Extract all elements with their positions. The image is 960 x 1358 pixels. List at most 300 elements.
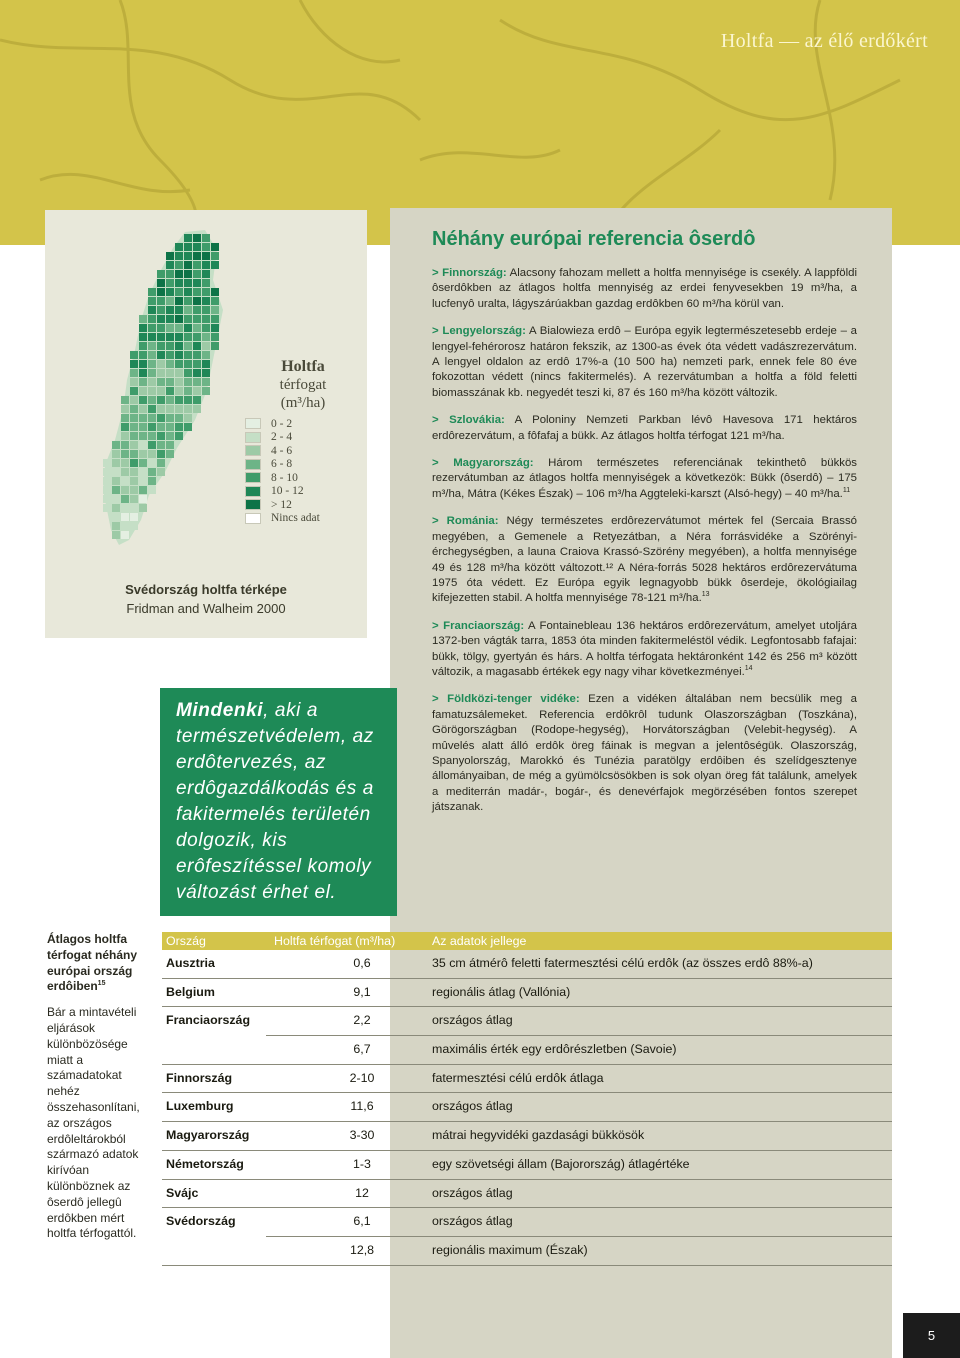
map-cell xyxy=(139,342,147,350)
table-row xyxy=(162,1093,892,1122)
cell-country: Németország xyxy=(166,1156,244,1171)
map-cell xyxy=(157,423,165,431)
map-cell xyxy=(166,351,174,359)
map-cell xyxy=(130,414,138,422)
map-cell xyxy=(193,315,201,323)
map-caption-title: Svédország holtfa térképe xyxy=(125,582,287,597)
legend-title-bold: Holtfa xyxy=(281,358,325,375)
paragraph-finland xyxy=(432,266,857,312)
map-caption xyxy=(45,582,367,616)
legend-item xyxy=(245,444,320,458)
section-title: Néhány európai referencia ôserdô xyxy=(432,228,756,250)
table-row xyxy=(162,1007,892,1036)
cell-type: regionális maximum (Észak) xyxy=(432,1242,588,1257)
cell-type: fatermesztési célú erdôk átlaga xyxy=(432,1070,604,1085)
map-cell xyxy=(175,333,183,341)
map-cell xyxy=(121,459,129,467)
map-cell xyxy=(103,468,111,476)
map-cell xyxy=(103,477,111,485)
map-cell xyxy=(175,405,183,413)
map-cell xyxy=(148,468,156,476)
quote-bold: Mindenki xyxy=(176,700,264,721)
map-cell xyxy=(166,342,174,350)
map-cell xyxy=(193,351,201,359)
map-cell xyxy=(193,279,201,287)
map-cell xyxy=(121,423,129,431)
map-cell xyxy=(121,450,129,458)
map-cell xyxy=(148,432,156,440)
map-cell xyxy=(211,297,219,305)
cell-country: Ausztria xyxy=(166,956,215,970)
map-cell xyxy=(184,234,192,242)
map-cell xyxy=(166,297,174,305)
quote-text: , aki a természetvédelem, az erdôtervezés, az erdôgazdálkodás és a fakitermelés területén dolgozik, kis erôfeszítéssel komoly változást érhet el. xyxy=(176,700,374,903)
country-label: > Franciaország: xyxy=(432,619,525,632)
map-cell xyxy=(175,270,183,278)
map-cell xyxy=(157,333,165,341)
table-row xyxy=(162,1237,892,1266)
map-cell xyxy=(166,288,174,296)
map-cell xyxy=(193,252,201,260)
legend-swatch xyxy=(245,499,261,510)
map-cell xyxy=(139,495,147,503)
map-cell xyxy=(157,270,165,278)
paragraph-poland xyxy=(432,324,857,401)
map-cell xyxy=(112,522,120,530)
legend-swatch xyxy=(245,432,261,443)
map-cell xyxy=(139,504,147,512)
map-cell xyxy=(139,360,147,368)
map-cell xyxy=(175,387,183,395)
map-cell xyxy=(112,531,120,539)
paragraph-text: A Bialowieza erdô – Európa egyik legtermészetesebb erdeje – a lengyel-fehérorosz határon fekszik, az 1300-as évek óta védett vadászrezervátum. A lengyel oldalon az erdô 17%-a (10 500 ha) nemzeti park, ennek fele 80 éve fokozottan védett (nincs fakitermelés). A rezervátumban a holtfa a föld feletti biomasszának kb. negyedét teszi ki, 87 és 160 m³/ha között változik. xyxy=(432,325,858,399)
cell-volume: 11,6 xyxy=(350,1099,374,1114)
map-cell xyxy=(202,378,210,386)
map-cell xyxy=(157,459,165,467)
map-cell xyxy=(112,504,120,512)
legend-item xyxy=(245,471,320,485)
map-cell xyxy=(148,414,156,422)
map-cell xyxy=(184,405,192,413)
footnote-ref: 14 xyxy=(744,665,753,673)
map-cell xyxy=(157,441,165,449)
map-cell xyxy=(157,342,165,350)
map-cell xyxy=(121,486,129,494)
map-cell xyxy=(157,297,165,305)
legend-label: 6 - 8 xyxy=(271,458,293,471)
cell-country: Svédország xyxy=(166,1214,236,1229)
map-cell xyxy=(175,432,183,440)
map-cell xyxy=(193,342,201,350)
cell-type: országos átlag xyxy=(432,1099,513,1114)
legend-swatch xyxy=(245,445,261,456)
table-row xyxy=(162,1208,892,1237)
map-cell xyxy=(139,414,147,422)
cell-type: maximális érték egy erdôrészletben (Savoie) xyxy=(432,1042,677,1057)
reference-forests xyxy=(432,266,857,828)
map-cell xyxy=(166,252,174,260)
map-cell xyxy=(157,378,165,386)
map-cell xyxy=(130,360,138,368)
map-cell xyxy=(166,450,174,458)
map-cell xyxy=(139,450,147,458)
legend-label: 4 - 6 xyxy=(271,444,293,457)
cell-type: egy szövetségi állam (Bajorország) átlagértéke xyxy=(432,1156,690,1171)
map-cell xyxy=(184,306,192,314)
map-cell xyxy=(121,396,129,404)
map-cell xyxy=(103,459,111,467)
map-cell xyxy=(148,288,156,296)
map-cell xyxy=(103,486,111,494)
map-cell xyxy=(175,396,183,404)
sweden-map-panel xyxy=(45,210,367,638)
map-cell xyxy=(139,396,147,404)
map-cell xyxy=(148,306,156,314)
map-cell xyxy=(121,513,129,521)
table-row xyxy=(162,979,892,1008)
map-cell xyxy=(112,441,120,449)
footnote-ref: 11 xyxy=(842,487,851,495)
map-cell xyxy=(175,414,183,422)
map-cell xyxy=(175,324,183,332)
map-cell xyxy=(193,396,201,404)
map-cell xyxy=(130,477,138,485)
country-label: > Lengyelország: xyxy=(432,325,526,338)
map-cell xyxy=(148,441,156,449)
map-cell xyxy=(148,342,156,350)
legend-label: > 12 xyxy=(271,498,292,511)
map-cell xyxy=(202,261,210,269)
map-cell xyxy=(193,324,201,332)
legend-label: 8 - 10 xyxy=(271,471,298,484)
map-cell xyxy=(166,378,174,386)
map-cell xyxy=(184,369,192,377)
map-cell xyxy=(157,288,165,296)
map-cell xyxy=(121,441,129,449)
map-cell xyxy=(193,360,201,368)
legend-swatch xyxy=(245,459,261,470)
map-cell xyxy=(166,369,174,377)
map-cell xyxy=(193,405,201,413)
table-row xyxy=(162,950,892,979)
map-cell xyxy=(130,387,138,395)
map-cell xyxy=(148,378,156,386)
legend-label: 10 - 12 xyxy=(271,485,304,498)
map-cell xyxy=(193,243,201,251)
map-cell xyxy=(157,387,165,395)
map-cell xyxy=(166,324,174,332)
map-cell xyxy=(193,234,201,242)
map-cell xyxy=(202,342,210,350)
cell-volume: 12,8 xyxy=(349,1242,375,1257)
map-cell xyxy=(139,486,147,494)
map-cell xyxy=(202,243,210,251)
map-cell xyxy=(121,477,129,485)
map-cell xyxy=(193,378,201,386)
map-cell xyxy=(139,459,147,467)
map-cell xyxy=(202,234,210,242)
cell-type: országos átlag xyxy=(432,1013,513,1028)
map-cell xyxy=(184,423,192,431)
map-cell xyxy=(184,378,192,386)
paragraph-text: Három természetes referenciának tekinthetô bükkös rezervátumban az átlagos holtfa mennyiségek a következök: Bükk (ôserdô) – 175 m³/ha, Mátra (Kékes Észak) – 106 m³/ha Aggteleki-karszt (Alsó-hegy) – 40 m³/ha. xyxy=(432,457,857,500)
map-cell xyxy=(175,378,183,386)
cell-volume: 0,6 xyxy=(353,956,371,970)
map-cell xyxy=(211,306,219,314)
table-row xyxy=(162,1122,892,1151)
map-cell xyxy=(112,477,120,485)
map-cell xyxy=(175,342,183,350)
map-cell xyxy=(139,423,147,431)
map-cell xyxy=(139,324,147,332)
map-cell xyxy=(175,423,183,431)
legend-item xyxy=(245,458,320,472)
cell-volume: 9,1 xyxy=(353,984,371,999)
map-cell xyxy=(166,441,174,449)
sidebar-body: Bár a mintavételi eljárások különbözösége miatt a számadatokat nehéz összehasonlítani, az országos erdôleltárokból származó adatok kirívóan különböznek az ôserdô jellegû erdôkben mért holtfa térfogattól. xyxy=(47,1005,140,1241)
map-cell xyxy=(157,315,165,323)
paragraph-text: Alacsony fahozam mellett a holtfa mennyisége is cseкély. A lappföldi ôserdôkben az átlagos holtfa mennyiség az erdei fenyvesekben 19 m³/ha, a lucfenyô uralta, lágyszárúakban gazdag erdôkben 60 m³/ha körül van. xyxy=(432,267,857,310)
country-label: > Magyarország: xyxy=(432,457,534,470)
map-cell xyxy=(184,414,192,422)
sidebar-title-text: Átlagos holtfa térfogat néhány európai ország erdôiben xyxy=(47,932,138,994)
map-cell xyxy=(202,387,210,395)
pull-quote xyxy=(160,688,397,916)
map-cell xyxy=(148,423,156,431)
map-cell xyxy=(202,306,210,314)
map-cell xyxy=(139,405,147,413)
map-cell xyxy=(175,369,183,377)
map-cell xyxy=(211,315,219,323)
paragraph-text: A Poloniny Nemzeti Parkban lévô Havesova 171 hektáros erdôrezervátum, a fôfafaj a bükk. Az átlagos holtfa térfogat 121 m³/ha. xyxy=(432,414,857,442)
map-cell xyxy=(157,450,165,458)
map-cell xyxy=(157,405,165,413)
map-cell xyxy=(184,270,192,278)
map-cell xyxy=(184,288,192,296)
map-cell xyxy=(157,369,165,377)
map-cell xyxy=(184,252,192,260)
map-cell xyxy=(148,405,156,413)
table-row xyxy=(162,1065,892,1094)
table-row xyxy=(162,1036,892,1065)
map-cell xyxy=(166,432,174,440)
paragraph-romania xyxy=(432,514,857,606)
map-cell xyxy=(112,513,120,521)
cell-type: mátrai hegyvidéki gazdasági bükkösök xyxy=(432,1128,645,1143)
map-cell xyxy=(166,306,174,314)
legend-label: 0 - 2 xyxy=(271,417,293,430)
map-cell xyxy=(184,396,192,404)
map-cell xyxy=(202,315,210,323)
map-cell xyxy=(157,396,165,404)
legend-title-line2: térfogat xyxy=(279,377,327,393)
column-header-country: Ország xyxy=(166,934,206,948)
map-cell xyxy=(166,414,174,422)
map-cell xyxy=(175,279,183,287)
map-cell xyxy=(130,450,138,458)
paragraph-hungary xyxy=(432,456,857,502)
map-cell xyxy=(148,450,156,458)
map-cell xyxy=(193,306,201,314)
map-cell xyxy=(166,405,174,413)
map-cell xyxy=(148,360,156,368)
map-cell xyxy=(211,243,219,251)
cell-volume: 1-3 xyxy=(353,1156,371,1171)
map-cell xyxy=(184,360,192,368)
legend-title xyxy=(245,358,361,412)
map-cell xyxy=(130,468,138,476)
cell-type: országos átlag xyxy=(432,1214,513,1229)
map-cell xyxy=(175,360,183,368)
map-cell xyxy=(148,351,156,359)
legend-item xyxy=(245,417,320,431)
map-cell xyxy=(121,468,129,476)
map-cell xyxy=(175,252,183,260)
map-cell xyxy=(148,369,156,377)
map-cell xyxy=(175,306,183,314)
map-cell xyxy=(130,432,138,440)
legend-item xyxy=(245,485,320,499)
header-title: Holtfa — az élő erdőkért xyxy=(720,30,928,52)
map-cell xyxy=(202,288,210,296)
cell-volume: 12 xyxy=(355,1185,369,1200)
map-cell xyxy=(148,486,156,494)
cell-volume: 6,1 xyxy=(353,1214,371,1229)
map-cell xyxy=(148,324,156,332)
map-cell xyxy=(166,360,174,368)
legend-item xyxy=(245,512,320,526)
map-cell xyxy=(157,279,165,287)
table-sidebar xyxy=(47,932,147,1242)
map-cell xyxy=(211,333,219,341)
cell-country: Svájc xyxy=(166,1185,199,1200)
table-header xyxy=(162,932,892,950)
cell-country: Luxemburg xyxy=(166,1099,234,1114)
map-cell xyxy=(166,333,174,341)
cell-volume: 3-30 xyxy=(349,1128,375,1143)
map-cell xyxy=(211,252,219,260)
cell-volume: 2-10 xyxy=(349,1070,375,1085)
map-caption-source: Fridman and Walheim 2000 xyxy=(126,601,286,616)
map-cell xyxy=(130,396,138,404)
map-cell xyxy=(121,432,129,440)
map-cell xyxy=(121,414,129,422)
map-cell xyxy=(103,495,111,503)
map-cell xyxy=(184,243,192,251)
map-cell xyxy=(148,477,156,485)
map-cell xyxy=(157,306,165,314)
map-cell xyxy=(193,288,201,296)
map-cell xyxy=(202,270,210,278)
cell-country: Finnország xyxy=(166,1070,233,1085)
map-cell xyxy=(166,270,174,278)
map-cell xyxy=(130,378,138,386)
map-cell xyxy=(157,414,165,422)
page-number: 5 xyxy=(903,1313,960,1358)
column-header-volume: Holtfa térfogat (m³/ha) xyxy=(274,934,396,948)
map-cell xyxy=(130,369,138,377)
map-cell xyxy=(139,369,147,377)
map-cell xyxy=(130,459,138,467)
deadwood-table xyxy=(162,932,892,1266)
map-cell xyxy=(130,351,138,359)
cell-country: Belgium xyxy=(166,984,215,999)
map-cell xyxy=(175,297,183,305)
map-cell xyxy=(193,369,201,377)
map-cell xyxy=(157,324,165,332)
map-cell xyxy=(193,333,201,341)
map-cell xyxy=(202,351,210,359)
footnote-ref: 13 xyxy=(701,591,710,599)
map-cell xyxy=(175,315,183,323)
legend-swatch xyxy=(245,486,261,497)
map-cell xyxy=(175,351,183,359)
map-cell xyxy=(166,315,174,323)
map-cell xyxy=(211,261,219,269)
map-cell xyxy=(130,513,138,521)
map-cell xyxy=(184,297,192,305)
legend-swatch xyxy=(245,513,261,524)
map-cell xyxy=(148,333,156,341)
map-cell xyxy=(175,288,183,296)
map-cell xyxy=(139,351,147,359)
cell-volume: 6,7 xyxy=(353,1042,371,1057)
legend-swatch xyxy=(245,418,261,429)
map-cell xyxy=(184,315,192,323)
map-cell xyxy=(121,522,129,530)
map-cell xyxy=(202,297,210,305)
legend-title-line3: (m³/ha) xyxy=(280,395,326,411)
map-cell xyxy=(184,387,192,395)
map-cell xyxy=(130,522,138,530)
map-cell xyxy=(157,360,165,368)
row-divider xyxy=(162,1265,892,1266)
map-cell xyxy=(139,378,147,386)
footnote-ref: 15 xyxy=(97,980,106,988)
map-cell xyxy=(193,270,201,278)
cell-type: regionális átlag (Vallónia) xyxy=(432,984,571,999)
map-cell xyxy=(193,297,201,305)
column-header-type: Az adatok jellege xyxy=(432,934,527,948)
legend-item xyxy=(245,431,320,445)
map-cell xyxy=(202,369,210,377)
map-cell xyxy=(103,504,111,512)
table-row xyxy=(162,1180,892,1209)
legend-label: Nincs adat xyxy=(271,512,320,525)
country-label: > Románia: xyxy=(432,515,499,528)
map-cell xyxy=(139,432,147,440)
map-cell xyxy=(148,396,156,404)
map-legend xyxy=(245,417,320,525)
map-cell xyxy=(112,495,120,503)
paragraph-slovakia xyxy=(432,413,857,444)
map-cell xyxy=(202,360,210,368)
map-cell xyxy=(211,324,219,332)
map-cell xyxy=(166,279,174,287)
map-cell xyxy=(121,405,129,413)
map-cell xyxy=(112,468,120,476)
map-cell xyxy=(157,468,165,476)
map-cell xyxy=(148,387,156,395)
map-cell xyxy=(166,261,174,269)
map-cell xyxy=(184,351,192,359)
sidebar-title xyxy=(47,932,147,995)
map-cell xyxy=(130,405,138,413)
legend-item xyxy=(245,498,320,512)
map-cell xyxy=(166,396,174,404)
map-cell xyxy=(130,504,138,512)
map-cell xyxy=(202,324,210,332)
